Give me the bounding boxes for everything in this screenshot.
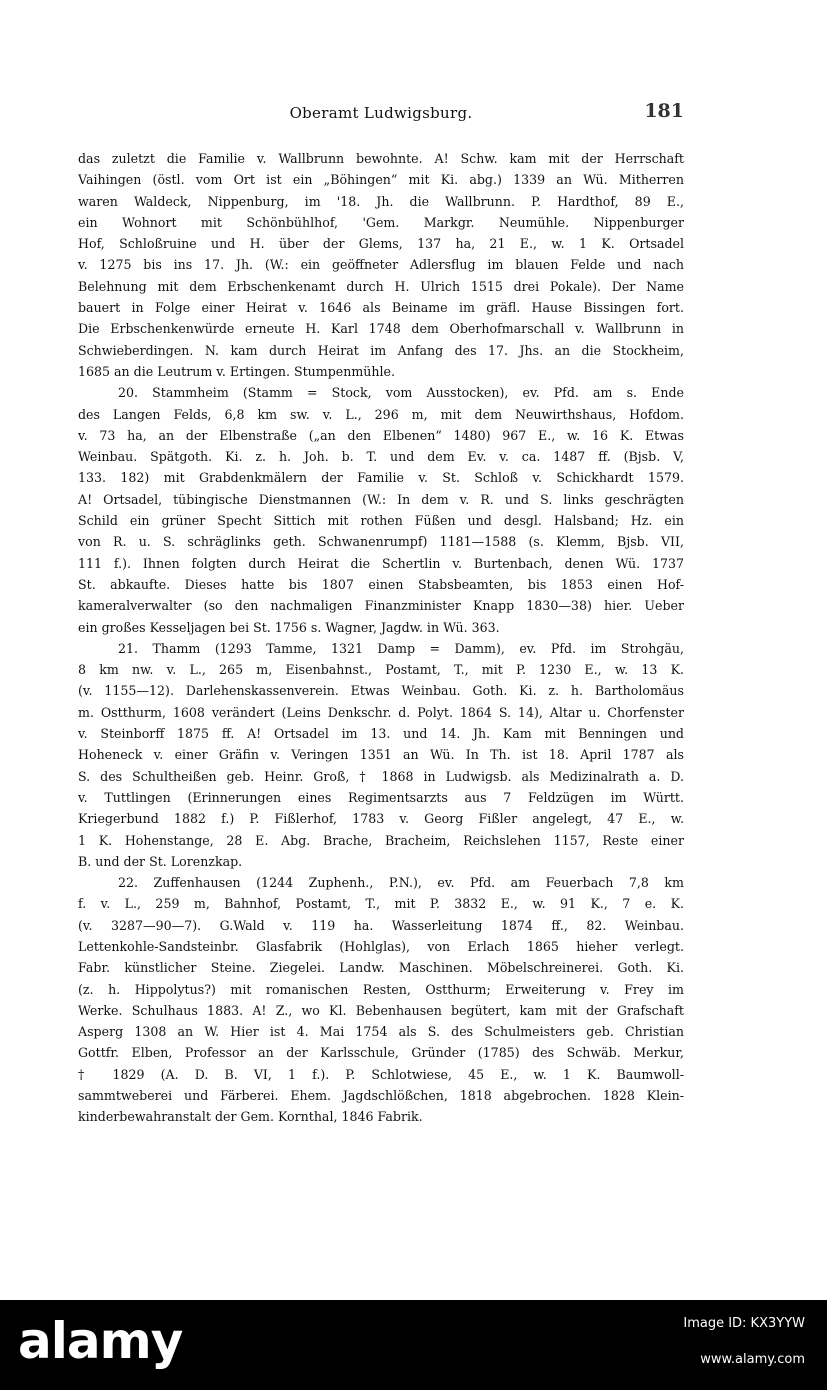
text-line: A! Ortsadel, tübingische Dienstmannen (W.: In dem v. R. und S. links geschrägten: [78, 491, 684, 507]
text-line: Belehnung mit dem Erbschenkenamt durch H. Ulrich 1515 drei Pokale). Der Name: [78, 278, 684, 294]
text-line: Schwieberdingen. N. kam durch Heirat im Anfang des 17. Jhs. an die Stockheim,: [78, 342, 684, 358]
text-line: B. und der St. Lorenzkap.: [78, 853, 243, 869]
text-line: kameralverwalter (so den nachmaligen Finanzminister Knapp 1830—38) hier. Ueber: [78, 598, 684, 614]
text-line: von R. u. S. schräglinks geth. Schwanenrumpf) 1181—1588 (s. Klemm, Bjsb. VII,: [78, 534, 684, 550]
text-line: Schild ein grüner Specht Sittich mit rothen Füßen und desgl. Halsband; Hz. ein: [78, 513, 684, 529]
text-line: Vaihingen (östl. vom Ort ist ein „Böhingen“ mit Ki. abg.) 1339 an Wü. Mitherren: [78, 172, 684, 188]
text-line: 1 K. Hohenstange, 28 E. Abg. Brache, Bracheim, Reichslehen 1157, Reste einer: [78, 832, 684, 848]
alamy-logo[interactable]: alamy: [18, 1312, 183, 1370]
text-line: 21. Thamm (1293 Tamme, 1321 Damp = Damm), ev. Pfd. im Strohgäu,: [118, 640, 684, 656]
text-line: Asperg 1308 an W. Hier ist 4. Mai 1754 als S. des Schulmeisters geb. Christian: [78, 1024, 684, 1040]
text-line: Fabr. künstlicher Steine. Ziegelei. Landw. Maschinen. Möbelschreinerei. Goth. Ki.: [78, 960, 684, 976]
text-line: (z. h. Hippolytus?) mit romanischen Resten, Ostthurm; Erweiterung v. Frey im: [78, 981, 684, 997]
text-line: † 1829 (A. D. B. VI, 1 f.). P. Schlotwiese, 45 E., w. 1 K. Baumwoll-: [78, 1066, 684, 1082]
text-line: 1685 an die Leutrum v. Ertingen. Stumpenmühle.: [78, 363, 395, 379]
text-line: bauert in Folge einer Heirat v. 1646 als Beiname im gräfl. Hause Bissingen fort.: [78, 300, 684, 316]
text-line: des Langen Felds, 6,8 km sw. v. L., 296 m, mit dem Neuwirthshaus, Hofdom.: [78, 406, 684, 422]
text-line: kinderbewahranstalt der Gem. Kornthal, 1846 Fabrik.: [78, 1109, 423, 1125]
watermark-banner: [0, 1300, 827, 1390]
text-line: Hoheneck v. einer Gräfin v. Veringen 1351 an Wü. In Th. ist 18. April 1787 als: [78, 747, 684, 763]
text-line: v. 73 ha, an der Elbenstraße („an den Elbenen“ 1480) 967 E., w. 16 K. Etwas: [78, 427, 684, 443]
text-line: 133. 182) mit Grabdenkmälern der Familie v. St. Schloß v. Schickhardt 1579.: [78, 470, 684, 486]
text-line: sammtweberei und Färberei. Ehem. Jagdschlößchen, 1818 abgebrochen. 1828 Klein-: [78, 1088, 684, 1104]
text-line: Kriegerbund 1882 f.) P. Fißlerhof, 1783 v. Georg Fißler angelegt, 47 E., w.: [78, 811, 684, 827]
text-line: v. 1275 bis ins 17. Jh. (W.: ein geöffneter Adlersflug im blauen Felde und nach: [78, 257, 684, 273]
text-line: ein Wohnort mit Schönbühlhof, 'Gem. Markgr. Neumühle. Nippenburger: [78, 214, 684, 230]
text-line: das zuletzt die Familie v. Wallbrunn bewohnte. A! Schw. kam mit der Herrschaft: [78, 151, 684, 166]
text-line: v. Steinborff 1875 ff. A! Ortsadel im 13. und 14. Jh. Kam mit Benningen und: [78, 726, 684, 742]
text-line: 20. Stammheim (Stamm = Stock, vom Ausstocken), ev. Pfd. am s. Ende: [118, 385, 684, 401]
text-line: St. abkaufte. Dieses hatte bis 1807 einen Stabsbeamten, bis 1853 einen Hof-: [78, 576, 684, 592]
text-line: (v. 1155—12). Darlehenskassenverein. Etwas Weinbau. Goth. Ki. z. h. Bartholomäus: [78, 683, 684, 699]
text-line: Lettenkohle-Sandsteinbr. Glasfabrik (Hohlglas), von Erlach 1865 hieher verlegt.: [78, 938, 684, 954]
text-line: ein großes Kesseljagen bei St. 1756 s. Wagner, Jagdw. in Wü. 363.: [78, 619, 500, 635]
text-line: v. Tuttlingen (Erinnerungen eines Regimentsarzts aus 7 Feldzügen im Württ.: [78, 789, 684, 805]
body-text: [78, 148, 684, 1128]
text-line: waren Waldeck, Nippenburg, im '18. Jh. die Wallbrunn. P. Hardthof, 89 E.,: [78, 193, 684, 209]
text-line: (v. 3287—90—7). G.Wald v. 119 ha. Wasserleitung 1874 ff., 82. Weinbau.: [78, 917, 684, 933]
text-line: 22. Zuffenhausen (1244 Zuphenh., P.N.), ev. Pfd. am Feuerbach 7,8 km: [118, 875, 684, 891]
text-line: S. des Schultheißen geb. Heinr. Groß, † 1868 in Ludwigsb. als Medizinalrath a. D.: [78, 768, 684, 784]
text-line: m. Ostthurm, 1608 verändert (Leins Denkschr. d. Polyt. 1864 S. 14), Altar u. Chorfenster: [78, 704, 684, 720]
running-head: Oberamt Ludwigsburg.: [289, 104, 473, 122]
text-line: Gottfr. Elben, Professor an der Karlsschule, Gründer (1785) des Schwäb. Merkur,: [78, 1045, 684, 1061]
image-id-label: Image ID: KX3YYW: [683, 1316, 805, 1331]
text-line: 111 f.). Ihnen folgten durch Heirat die Schertlin v. Burtenbach, denen Wü. 1737: [78, 555, 684, 571]
text-line: f. v. L., 259 m, Bahnhof, Postamt, T., mit P. 3832 E., w. 91 K., 7 e. K.: [78, 896, 684, 912]
text-line: Hof, Schloßruine und H. über der Glems, 137 ha, 21 E., w. 1 K. Ortsadel: [78, 236, 684, 252]
site-url[interactable]: www.alamy.com: [700, 1352, 805, 1367]
text-line: Werke. Schulhaus 1883. A! Z., wo Kl. Bebenhausen begütert, kam mit der Grafschaft: [78, 1002, 684, 1018]
page-header: [78, 100, 684, 130]
text-line: Die Erbschenkenwürde erneute H. Karl 1748 dem Oberhofmarschall v. Wallbrunn in: [78, 321, 684, 337]
text-line: 8 km nw. v. L., 265 m, Eisenbahnst., Postamt, T., mit P. 1230 E., w. 13 K.: [78, 662, 684, 678]
text-line: Weinbau. Spätgoth. Ki. z. h. Joh. b. T. und dem Ev. v. ca. 1487 ff. (Bjsb. V,: [78, 449, 684, 465]
page-number: 181: [644, 100, 684, 122]
